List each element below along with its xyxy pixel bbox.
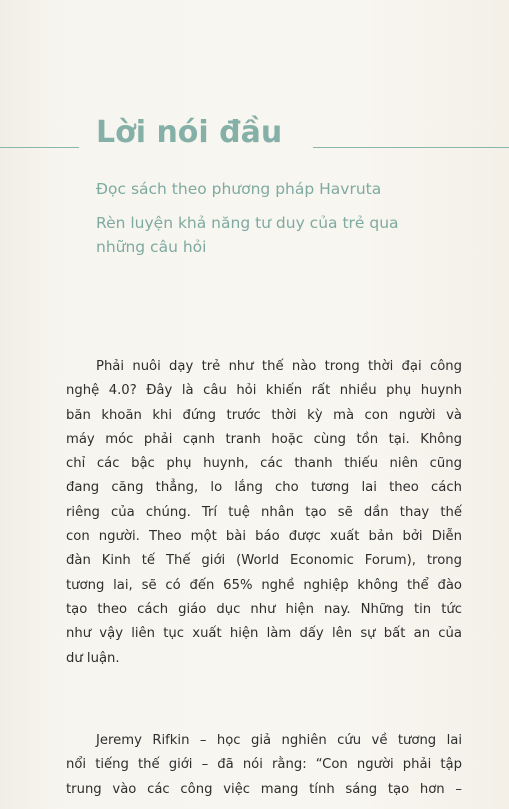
chapter-subtitle-line-3: những câu hỏi	[96, 238, 207, 256]
chapter-title: Lời nói đầu	[96, 115, 283, 150]
body-paragraph-1	[66, 355, 462, 671]
chapter-subtitle-line-1: Đọc sách theo phương pháp Havruta	[96, 180, 382, 198]
body-paragraph-2	[66, 729, 462, 802]
paragraph-line: đang căng thẳng, lo lắng cho tương lai theo cách	[66, 480, 462, 496]
paragraph-line: Jeremy Rifkin – học giả nghiên cứu về tương lai	[96, 733, 462, 748]
paragraph-line: như vậy liên tục xuất hiện làm dấy lên sự bất an của	[66, 626, 462, 642]
paragraph-line: con người. Theo một bài báo được xuất bản bởi Diễn	[66, 529, 462, 545]
paragraph-line: tương lai, sẽ có đến 65% nghề nghiệp không thể đào	[66, 577, 462, 593]
paragraph-line: tạo theo cách giáo dục như hiện nay. Những tin tức	[66, 601, 462, 617]
paragraph-line: nghệ 4.0? Đây là câu hỏi khiến rất nhiều phụ huynh	[66, 383, 462, 399]
paragraph-line: dư luận.	[66, 650, 120, 666]
paragraph-line: trung vào các công việc mang tính sáng tạo hơn –	[66, 781, 462, 797]
heading-rule-left	[0, 147, 79, 148]
paragraph-line: máy móc phải cạnh tranh hoặc cùng tồn tại. Không	[66, 431, 462, 447]
heading-rule-right	[313, 147, 509, 148]
paragraph-line: Phải nuôi dạy trẻ như thế nào trong thời đại công	[96, 359, 462, 374]
paragraph-line: chỉ các bậc phụ huynh, các thanh thiếu niên cũng	[66, 456, 462, 472]
paragraph-line: nổi tiếng thế giới – đã nói rằng: “Con người phải tập	[66, 757, 462, 773]
paragraph-line: băn khoăn khi đứng trước thời kỳ mà con người và	[66, 407, 462, 423]
paragraph-line: đàn Kinh tế Thế giới (World Economic Forum), trong	[66, 553, 462, 569]
paragraph-line: riêng của chúng. Trí tuệ nhân tạo sẽ dần thay thế	[66, 504, 462, 520]
chapter-subtitle-line-2: Rèn luyện khả năng tư duy của trẻ qua	[96, 214, 399, 232]
